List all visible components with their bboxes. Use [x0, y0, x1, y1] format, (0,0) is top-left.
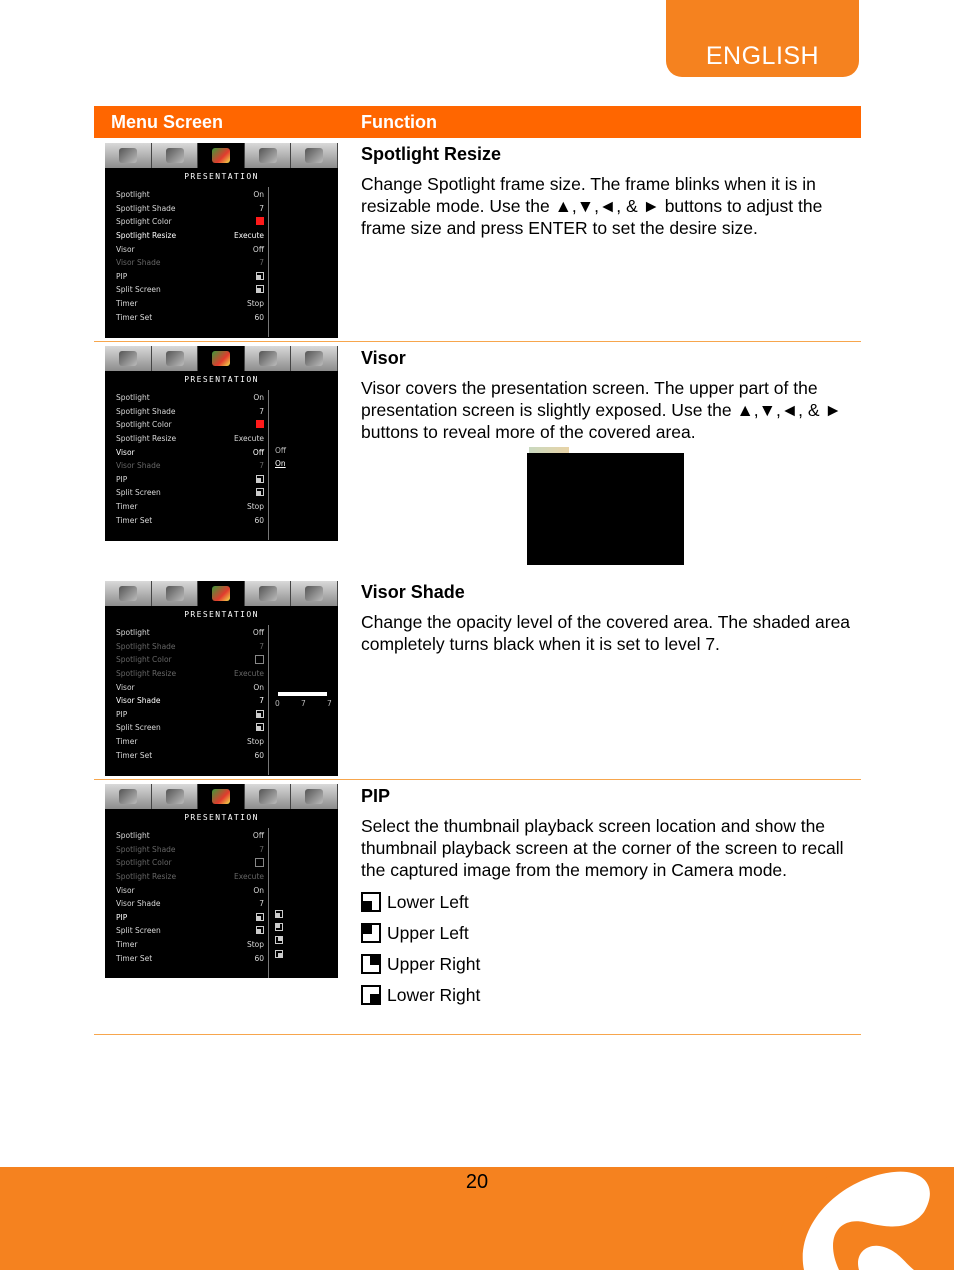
- osd-label: Spotlight: [116, 831, 150, 840]
- osd-tab-presentation-icon: [198, 143, 245, 168]
- split-screen-icon: [256, 285, 264, 293]
- slider-value-label: 7: [301, 699, 306, 708]
- osd-tab-icon: [152, 346, 199, 371]
- osd-label: Spotlight Color: [116, 420, 172, 430]
- osd-label: Timer Set: [116, 515, 153, 525]
- osd-label: Spotlight Resize: [116, 433, 177, 443]
- osd-menu-pip: [105, 784, 338, 978]
- osd-tab-icon: [291, 581, 338, 606]
- submenu-option: Off: [275, 446, 287, 455]
- pip-option: [361, 886, 856, 917]
- osd-tab-icon: [105, 581, 152, 606]
- pip-option-label: Upper Left: [387, 922, 469, 943]
- page-number: 20: [465, 1171, 489, 1193]
- function-cell-visor: [361, 347, 856, 443]
- lower-right-icon: [361, 985, 381, 1005]
- osd-value: Execute: [234, 668, 264, 678]
- function-title: Visor Shade: [361, 582, 465, 602]
- osd-tab-icon: [245, 143, 292, 168]
- osd-value: 7: [259, 844, 264, 854]
- osd-value: On: [253, 885, 264, 895]
- slider-max-label: 7: [327, 699, 332, 708]
- osd-label: Spotlight Resize: [116, 230, 177, 240]
- osd-label: Timer: [116, 299, 138, 309]
- upper-left-icon: [361, 923, 381, 943]
- osd-label: Visor Shade: [116, 461, 161, 471]
- osd-label: Timer: [116, 940, 138, 950]
- color-swatch: [255, 655, 264, 664]
- pip-option-label: Lower Left: [387, 891, 469, 912]
- osd-label: Split Screen: [116, 285, 161, 295]
- pip-option: [361, 979, 856, 1010]
- osd-menu-spotlight-resize: [105, 143, 338, 338]
- function-description: Change the opacity level of the covered area. The shaded area completely turns black when it is set to level 7.: [361, 612, 851, 654]
- function-description: Change Spotlight frame size. The frame blinks when it is in resizable mode. Use the ▲,▼,◄, & ► buttons to adjust the frame size and press ENTER to set the desire size.: [361, 174, 823, 238]
- osd-tab-icon: [291, 346, 338, 371]
- osd-label: PIP: [116, 912, 128, 922]
- osd-value: 7: [259, 696, 264, 706]
- osd-label: Spotlight Shade: [116, 844, 176, 854]
- osd-label: Visor: [116, 682, 135, 692]
- osd-tabs: [105, 346, 338, 371]
- osd-divider: [268, 625, 269, 775]
- pip-option: [361, 917, 856, 948]
- osd-tab-icon: [152, 581, 199, 606]
- brand-logo: [764, 1167, 954, 1270]
- pip-lower-right-icon: [275, 950, 283, 958]
- lower-left-icon: [361, 892, 381, 912]
- footer-bar: [0, 1167, 954, 1270]
- osd-tab-icon: [245, 346, 292, 371]
- visor-preview-image: [527, 446, 684, 565]
- osd-label: Visor: [116, 244, 135, 254]
- osd-value: 7: [259, 258, 264, 268]
- pip-option-label: Upper Right: [387, 953, 481, 974]
- osd-label: Spotlight Shade: [116, 203, 176, 213]
- row-divider: [94, 341, 861, 342]
- function-title: PIP: [361, 786, 391, 806]
- osd-value: 7: [259, 641, 264, 651]
- osd-divider: [268, 187, 269, 337]
- osd-value: Off: [252, 831, 264, 840]
- osd-title: PRESENTATION: [184, 172, 259, 181]
- osd-value: Off: [252, 447, 264, 457]
- osd-value: Stop: [246, 502, 264, 512]
- osd-label: Visor Shade: [116, 696, 161, 706]
- osd-tabs: [105, 784, 338, 809]
- osd-label: PIP: [116, 474, 128, 484]
- osd-tab-icon: [245, 784, 292, 809]
- pip-upper-left-icon: [275, 923, 283, 931]
- osd-label: Spotlight: [116, 190, 150, 199]
- osd-title: PRESENTATION: [184, 610, 259, 619]
- osd-value: Stop: [246, 940, 264, 950]
- function-cell-spotlight-resize: [361, 143, 856, 239]
- osd-label: Split Screen: [116, 488, 161, 498]
- osd-label: Timer Set: [116, 312, 153, 322]
- column-header-function: Function: [361, 112, 437, 132]
- pip-option: [361, 948, 856, 979]
- osd-label: Spotlight Resize: [116, 668, 177, 678]
- color-swatch: [256, 217, 264, 225]
- osd-label: PIP: [116, 271, 128, 281]
- osd-tab-presentation-icon: [198, 346, 245, 371]
- osd-tab-icon: [105, 143, 152, 168]
- osd-label: Timer: [116, 737, 138, 747]
- osd-tab-icon: [152, 784, 199, 809]
- osd-label: Timer Set: [116, 750, 153, 760]
- osd-label: Spotlight Color: [116, 217, 172, 227]
- upper-right-icon: [361, 954, 381, 974]
- osd-value: On: [253, 190, 264, 199]
- shade-slider-bar: [278, 692, 327, 696]
- osd-value: Execute: [234, 433, 264, 443]
- osd-value: On: [253, 682, 264, 692]
- osd-menu-visor: [105, 346, 338, 541]
- language-tab: [666, 0, 859, 77]
- osd-label: Timer: [116, 502, 138, 512]
- osd-label: Spotlight Resize: [116, 871, 177, 881]
- osd-label: Spotlight Shade: [116, 406, 176, 416]
- osd-tabs: [105, 143, 338, 168]
- function-title: Visor: [361, 348, 406, 368]
- exposed-strip: [527, 446, 684, 453]
- osd-label: Spotlight Shade: [116, 641, 176, 651]
- osd-divider: [268, 828, 269, 978]
- split-screen-icon: [256, 723, 264, 731]
- osd-value: 7: [259, 461, 264, 471]
- osd-value: 7: [259, 899, 264, 909]
- osd-value: On: [253, 393, 264, 402]
- submenu-option-selected: On: [275, 459, 286, 468]
- function-description: Visor covers the presentation screen. The upper part of the presentation screen is slightly exposed. Use the ▲,▼,◄, & ► buttons to reveal more of the covered area.: [361, 378, 842, 442]
- function-title: Spotlight Resize: [361, 144, 502, 164]
- pip-option-label: Lower Right: [387, 984, 481, 1005]
- osd-divider: [268, 390, 269, 540]
- pip-upper-right-icon: [275, 936, 283, 944]
- osd-tab-presentation-icon: [198, 581, 245, 606]
- osd-value: Stop: [246, 299, 264, 309]
- split-screen-icon: [256, 926, 264, 934]
- osd-tab-icon: [152, 143, 199, 168]
- osd-tab-icon: [105, 346, 152, 371]
- osd-title: PRESENTATION: [184, 375, 259, 384]
- function-description: Select the thumbnail playback screen location and show the thumbnail playback screen at the corner of the screen to recall the captured image from the memory in Camera mode.: [361, 816, 844, 880]
- osd-value: 60: [254, 953, 264, 963]
- function-cell-visor-shade: [361, 581, 856, 655]
- osd-tab-icon: [291, 784, 338, 809]
- osd-label: Spotlight: [116, 393, 150, 402]
- osd-label: Visor: [116, 885, 135, 895]
- osd-value: Execute: [234, 230, 264, 240]
- color-swatch: [255, 858, 264, 867]
- column-header-menu-screen: Menu Screen: [111, 112, 224, 132]
- osd-menu-visor-shade: [105, 581, 338, 776]
- row-divider: [94, 1034, 861, 1035]
- osd-value: 60: [254, 515, 264, 525]
- osd-title: PRESENTATION: [184, 813, 259, 822]
- osd-label: Visor Shade: [116, 899, 161, 909]
- osd-tab-icon: [105, 784, 152, 809]
- color-swatch: [256, 420, 264, 428]
- osd-tabs: [105, 581, 338, 606]
- osd-tab-icon: [245, 581, 292, 606]
- table-header: [94, 106, 861, 138]
- osd-label: Split Screen: [116, 723, 161, 733]
- function-cell-pip: [361, 785, 856, 1010]
- slider-min-label: 0: [275, 699, 280, 708]
- pip-lower-left-icon: [256, 475, 264, 483]
- osd-value: 60: [254, 750, 264, 760]
- osd-tab-presentation-icon: [198, 784, 245, 809]
- row-divider: [94, 779, 861, 780]
- osd-value: 7: [259, 203, 264, 213]
- osd-label: Timer Set: [116, 953, 153, 963]
- osd-label: Visor Shade: [116, 258, 161, 268]
- osd-tab-icon: [291, 143, 338, 168]
- osd-value: Off: [252, 628, 264, 637]
- osd-value: 7: [259, 406, 264, 416]
- language-label: ENGLISH: [705, 42, 820, 70]
- osd-label: Spotlight Color: [116, 858, 172, 868]
- osd-label: Split Screen: [116, 926, 161, 936]
- osd-label: Visor: [116, 447, 135, 457]
- osd-label: Spotlight: [116, 628, 150, 637]
- osd-value: 60: [254, 312, 264, 322]
- osd-value: Execute: [234, 871, 264, 881]
- osd-value: Stop: [246, 737, 264, 747]
- osd-value: Off: [252, 244, 264, 254]
- split-screen-icon: [256, 488, 264, 496]
- osd-label: PIP: [116, 709, 128, 719]
- osd-label: Spotlight Color: [116, 655, 172, 665]
- pip-lower-left-icon: [275, 910, 283, 918]
- pip-lower-left-icon: [256, 272, 264, 280]
- pip-lower-left-icon: [256, 710, 264, 718]
- pip-lower-left-icon: [256, 913, 264, 921]
